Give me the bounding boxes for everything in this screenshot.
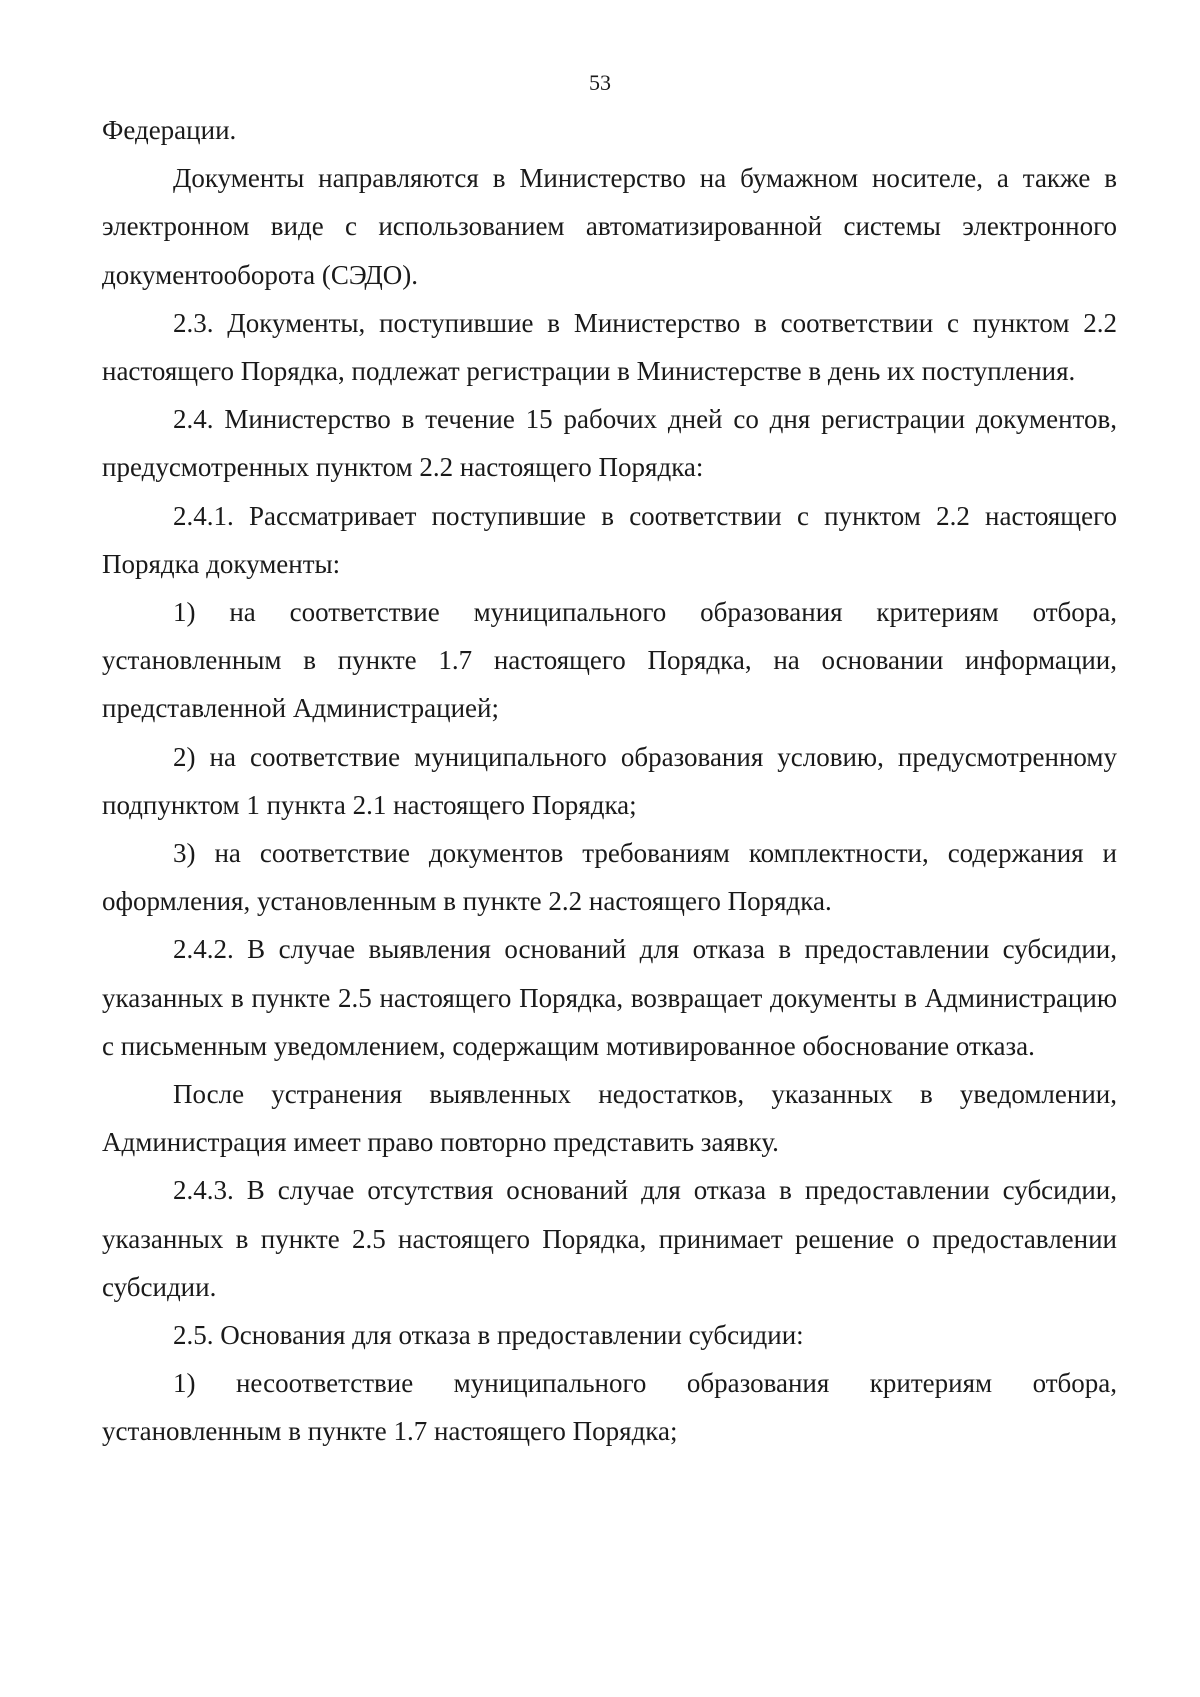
paragraph-continuation: Федерации. (102, 115, 237, 145)
paragraph-2-4: 2.4. Министерство в течение 15 рабочих дней со дня регистрации документов, предусмотренных пунктом 2.2 настоящего Порядка: (102, 404, 1117, 483)
page-number: 53 (589, 70, 611, 95)
paragraph-item-1: 1) на соответствие муниципального образования критериям отбора, установленным в пункте 1.7 настоящего Порядка, на основании информации, представленной Администрацией; (102, 597, 1117, 724)
paragraph-documents-sent: Документы направляются в Министерство на бумажном носителе, а также в электронном виде с использованием автоматизированной системы электронного документооборота (СЭДО). (102, 163, 1117, 290)
document-body (102, 106, 1117, 1456)
paragraph-2-3: 2.3. Документы, поступившие в Министерство в соответствии с пунктом 2.2 настоящего Порядка, подлежат регистрации в Министерстве в день их поступления. (102, 307, 1117, 387)
paragraph-2-4-2: 2.4.2. В случае выявления оснований для отказа в предоставлении субсидии, указанных в пункте 2.5 настоящего Порядка, возвращает документы в Администрацию с письменным уведомлением, содержащим мотивированное обоснование отказа. (102, 934, 1117, 1061)
paragraph-item-3: 3) на соответствие документов требованиям комплектности, содержания и оформления, установленным в пункте 2.2 настоящего Порядка. (102, 838, 1117, 917)
paragraph-2-4-1: 2.4.1. Рассматривает поступившие в соответствии с пунктом 2.2 настоящего Порядка документы: (102, 500, 1117, 579)
paragraph-2-5: 2.5. Основания для отказа в предоставлении субсидии: (173, 1320, 804, 1351)
paragraph-resubmit: После устранения выявленных недостатков, указанных в уведомлении, Администрация имеет право повторно представить заявку. (102, 1079, 1117, 1158)
paragraph-2-5-item-1: 1) несоответствие муниципального образования критериям отбора, установленным в пункте 1.7 настоящего Порядка; (102, 1368, 1117, 1447)
paragraph-item-2: 2) на соответствие муниципального образования условию, предусмотренному подпунктом 1 пункта 2.1 настоящего Порядка; (102, 741, 1117, 820)
paragraph-2-4-3: 2.4.3. В случае отсутствия оснований для отказа в предоставлении субсидии, указанных в пункте 2.5 настоящего Порядка, принимает решение о предоставлении субсидии. (102, 1175, 1117, 1302)
